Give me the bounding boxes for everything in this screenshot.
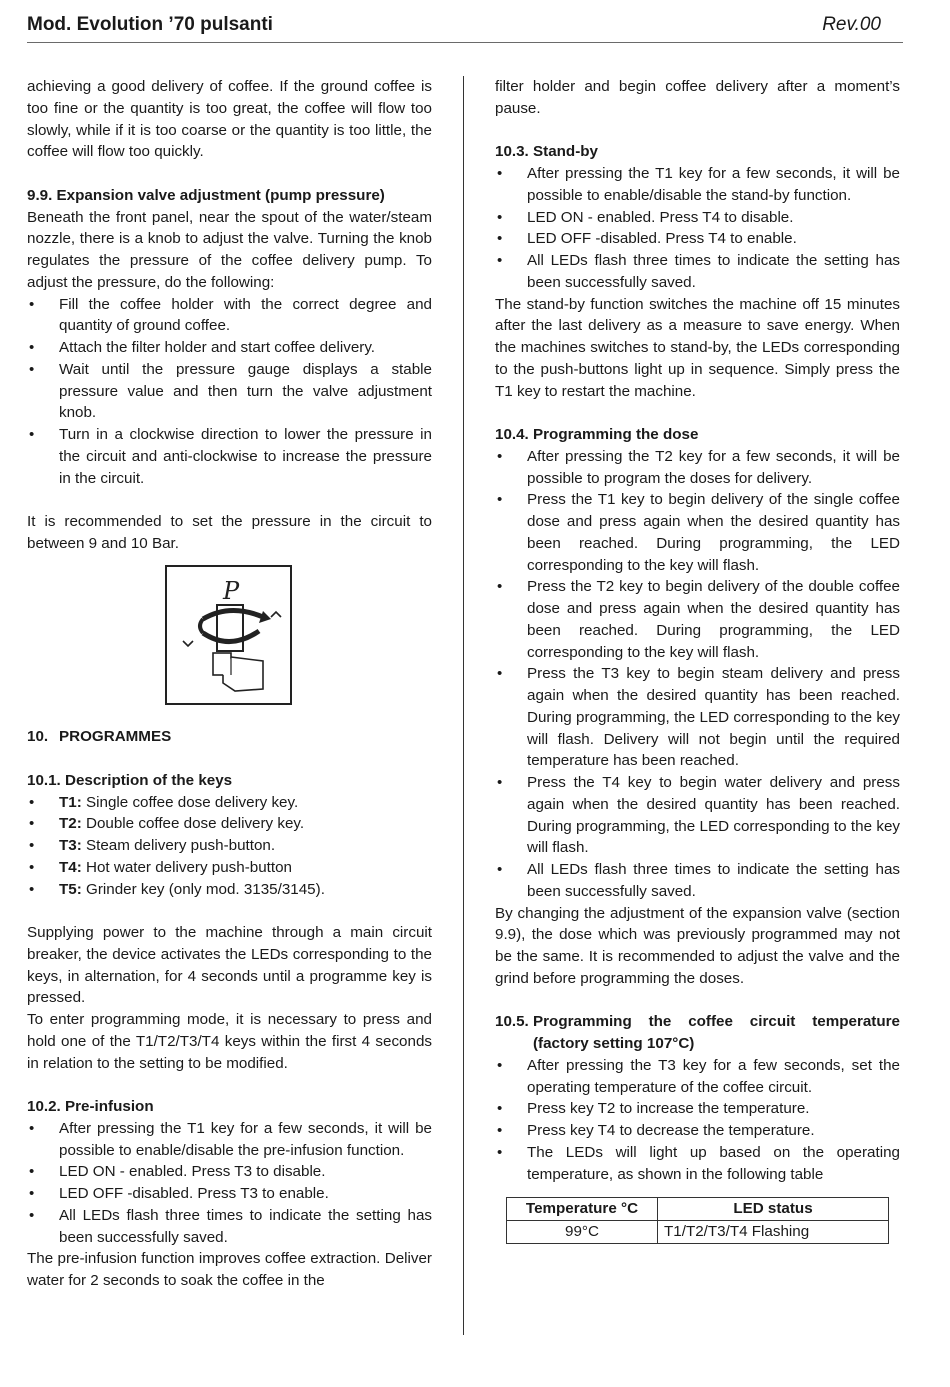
revision-label: Rev.00 <box>822 14 881 35</box>
list-item <box>27 813 432 835</box>
section-title: Description of the keys <box>65 771 233 789</box>
section-10-5-subtitle: (factory setting 107°C) <box>533 1035 695 1052</box>
section-title: Programming the coffee circuit temperature <box>533 1013 900 1031</box>
list-item: • All LEDs flash three times to indicate the setting has been successfully saved. <box>495 250 900 294</box>
list-item <box>27 792 432 814</box>
dose-list <box>495 446 900 903</box>
key-description: Single coffee dose delivery key. <box>81 793 299 811</box>
key-description: Hot water delivery push-button <box>81 858 292 876</box>
pressure-note: It is recommended to set the pressure in the circuit to between 9 and 10 Bar. <box>27 513 432 552</box>
section-title: Stand-by <box>533 143 598 161</box>
list-item: • The LEDs will light up based on the operating temperature, as shown in the following table <box>495 1142 900 1186</box>
key-description: Grinder key (only mod. 3135/3145). <box>81 880 325 898</box>
list-item: • After pressing the T1 key for a few seconds, it will be possible to enable/disable the pre-infusion function. <box>27 1118 432 1162</box>
key-label: T1: <box>59 793 82 811</box>
chevron-down-icon <box>183 641 193 646</box>
list-item: • LED ON - enabled. Press T3 to disable. <box>27 1161 432 1183</box>
list-item <box>27 835 432 857</box>
section-number: 10.2. <box>27 1098 61 1115</box>
list-item: • Wait until the pressure gauge displays a stable pressure value and then turn the valve adjustment knob. <box>27 359 432 424</box>
section-number: 10.5. <box>495 1013 529 1031</box>
section-10-2-heading <box>27 1096 432 1118</box>
key-label: T5: <box>59 880 82 898</box>
dose-paragraph: By changing the adjustment of the expansion valve (section 9.9), the dose which was previously programmed may not be the same. It is recommended to adjust the valve and the grind before programming the doses. <box>495 904 900 987</box>
list-item: • Press the T3 key to begin steam delivery and press again when the desired quantity has been reached. During programming, the LED corresponding to the key will flash. Delivery will not begin until the required temperature has been reached. <box>495 663 900 772</box>
key-label: T3: <box>59 837 82 854</box>
list-item: • All LEDs flash three times to indicate the setting has been successfully saved. <box>495 859 900 903</box>
list-item: • Press key T4 to decrease the temperature. <box>495 1120 900 1142</box>
page-header <box>27 14 903 43</box>
right-column <box>495 76 900 1244</box>
programming-mode-paragraph: To enter programming mode, it is necessary to press and hold one of the T1/T2/T3/T4 keys within the first 4 seconds in relation to the setting to be modified. <box>27 1011 432 1072</box>
list-item: • Turn in a clockwise direction to lower the pressure in the circuit and anti-clockwise to increase the pressure in the circuit. <box>27 424 432 489</box>
list-item: • Press the T4 key to begin water delivery and press again when the desired quantity has been reached. During programming, the LED corresponding to the key will flash. <box>495 772 900 859</box>
stand-by-list <box>495 163 900 294</box>
key-label: T4: <box>59 858 82 876</box>
list-item: • Attach the filter holder and start coffee delivery. <box>27 337 432 359</box>
section-9-9-text: Beneath the front panel, near the spout of the water/steam nozzle, there is a knob to adjust the valve. Turning the knob regulates the pressure of the coffee delivery pump. To adjust the pressure, do the following: <box>27 208 432 291</box>
section-9-9-heading: 9.9. Expansion valve adjustment (pump pressure) <box>27 186 385 204</box>
valve-body-icon <box>223 657 263 691</box>
table-row <box>507 1221 889 1244</box>
pressure-symbol: P <box>223 576 240 605</box>
list-item: • LED OFF -disabled. Press T3 to enable. <box>27 1183 432 1205</box>
list-item: • All LEDs flash three times to indicate the setting has been successfully saved. <box>27 1205 432 1249</box>
list-item: • After pressing the T1 key for a few seconds, it will be possible to enable/disable the stand-by function. <box>495 163 900 207</box>
table-cell: 99°C <box>507 1221 658 1244</box>
list-item: • Fill the coffee holder with the correct degree and quantity of ground coffee. <box>27 294 432 338</box>
section-10-4-heading <box>495 424 900 446</box>
column-header: Temperature °C <box>507 1198 658 1221</box>
section-title: PROGRAMMES <box>59 728 172 746</box>
list-item: • LED ON - enabled. Press T4 to disable. <box>495 207 900 229</box>
section-10-heading <box>27 726 432 748</box>
intro-paragraph: achieving a good delivery of coffee. If the ground coffee is too fine or the quantity is too great, the coffee will flow too slowly, while if it is too coarse or the quantity is too little, the coffee will flow too quickly. <box>27 78 432 161</box>
pre-infusion-list <box>27 1118 432 1249</box>
section-number: 10.1. <box>27 771 61 789</box>
section-10-5-heading <box>495 1011 900 1033</box>
key-description: Steam delivery push-button. <box>81 837 276 854</box>
section-10-3-heading <box>495 141 900 163</box>
left-column <box>27 76 432 1292</box>
section-10-1-heading <box>27 770 432 792</box>
temperature-table <box>506 1197 889 1244</box>
continued-paragraph: filter holder and begin coffee delivery after a moment’s pause. <box>495 78 900 117</box>
section-number: 10.4. <box>495 426 529 443</box>
keys-list <box>27 792 432 901</box>
section-title: Pre-infusion <box>65 1098 154 1115</box>
section-title: Programming the dose <box>533 426 699 443</box>
list-item: • Press key T2 to increase the temperature. <box>495 1098 900 1120</box>
list-item <box>27 879 432 901</box>
pre-infusion-paragraph: The pre-infusion function improves coffee extraction. Deliver water for 2 seconds to soak the coffee in the <box>27 1250 432 1289</box>
document-title: Mod. Evolution ’70 pulsanti <box>27 14 273 35</box>
section-number: 10.3. <box>495 143 529 161</box>
section-9-9-list <box>27 294 432 490</box>
temperature-list <box>495 1055 900 1186</box>
section-number: 10. <box>27 728 49 746</box>
key-label: T2: <box>59 815 82 833</box>
valve-adjustment-figure <box>165 565 292 705</box>
list-item: • After pressing the T3 key for a few seconds, set the operating temperature of the coffee circuit. <box>495 1055 900 1099</box>
list-item <box>27 857 432 879</box>
table-cell: T1/T2/T3/T4 Flashing <box>658 1221 889 1244</box>
list-item: • After pressing the T2 key for a few seconds, it will be possible to program the doses for delivery. <box>495 446 900 490</box>
key-description: Double coffee dose delivery key. <box>81 815 305 833</box>
table-header-row <box>507 1198 889 1221</box>
chevron-up-icon <box>271 612 281 617</box>
stand-by-paragraph: The stand-by function switches the machine off 15 minutes after the last delivery as a measure to save energy. When the machines switches to stand-by, the LEDs corresponding to the push-buttons light up in sequence. Simply press the T1 key to restart the machine. <box>495 295 900 400</box>
list-item: • LED OFF -disabled. Press T4 to enable. <box>495 228 900 250</box>
column-header: LED status <box>658 1198 889 1221</box>
power-paragraph: Supplying power to the machine through a main circuit breaker, the device activates the LEDs corresponding to the keys, in alternation, for 4 seconds until a programme key is pressed. <box>27 924 432 1007</box>
list-item: • Press the T1 key to begin delivery of the single coffee dose and press again when the desired quantity has been reached. During programming, the LED corresponding to the key will flash. <box>495 489 900 576</box>
column-divider <box>463 76 464 1335</box>
list-item: • Press the T2 key to begin delivery of the double coffee dose and press again when the desired quantity has been reached. During programming, the LED corresponding to the key will flash. <box>495 576 900 663</box>
